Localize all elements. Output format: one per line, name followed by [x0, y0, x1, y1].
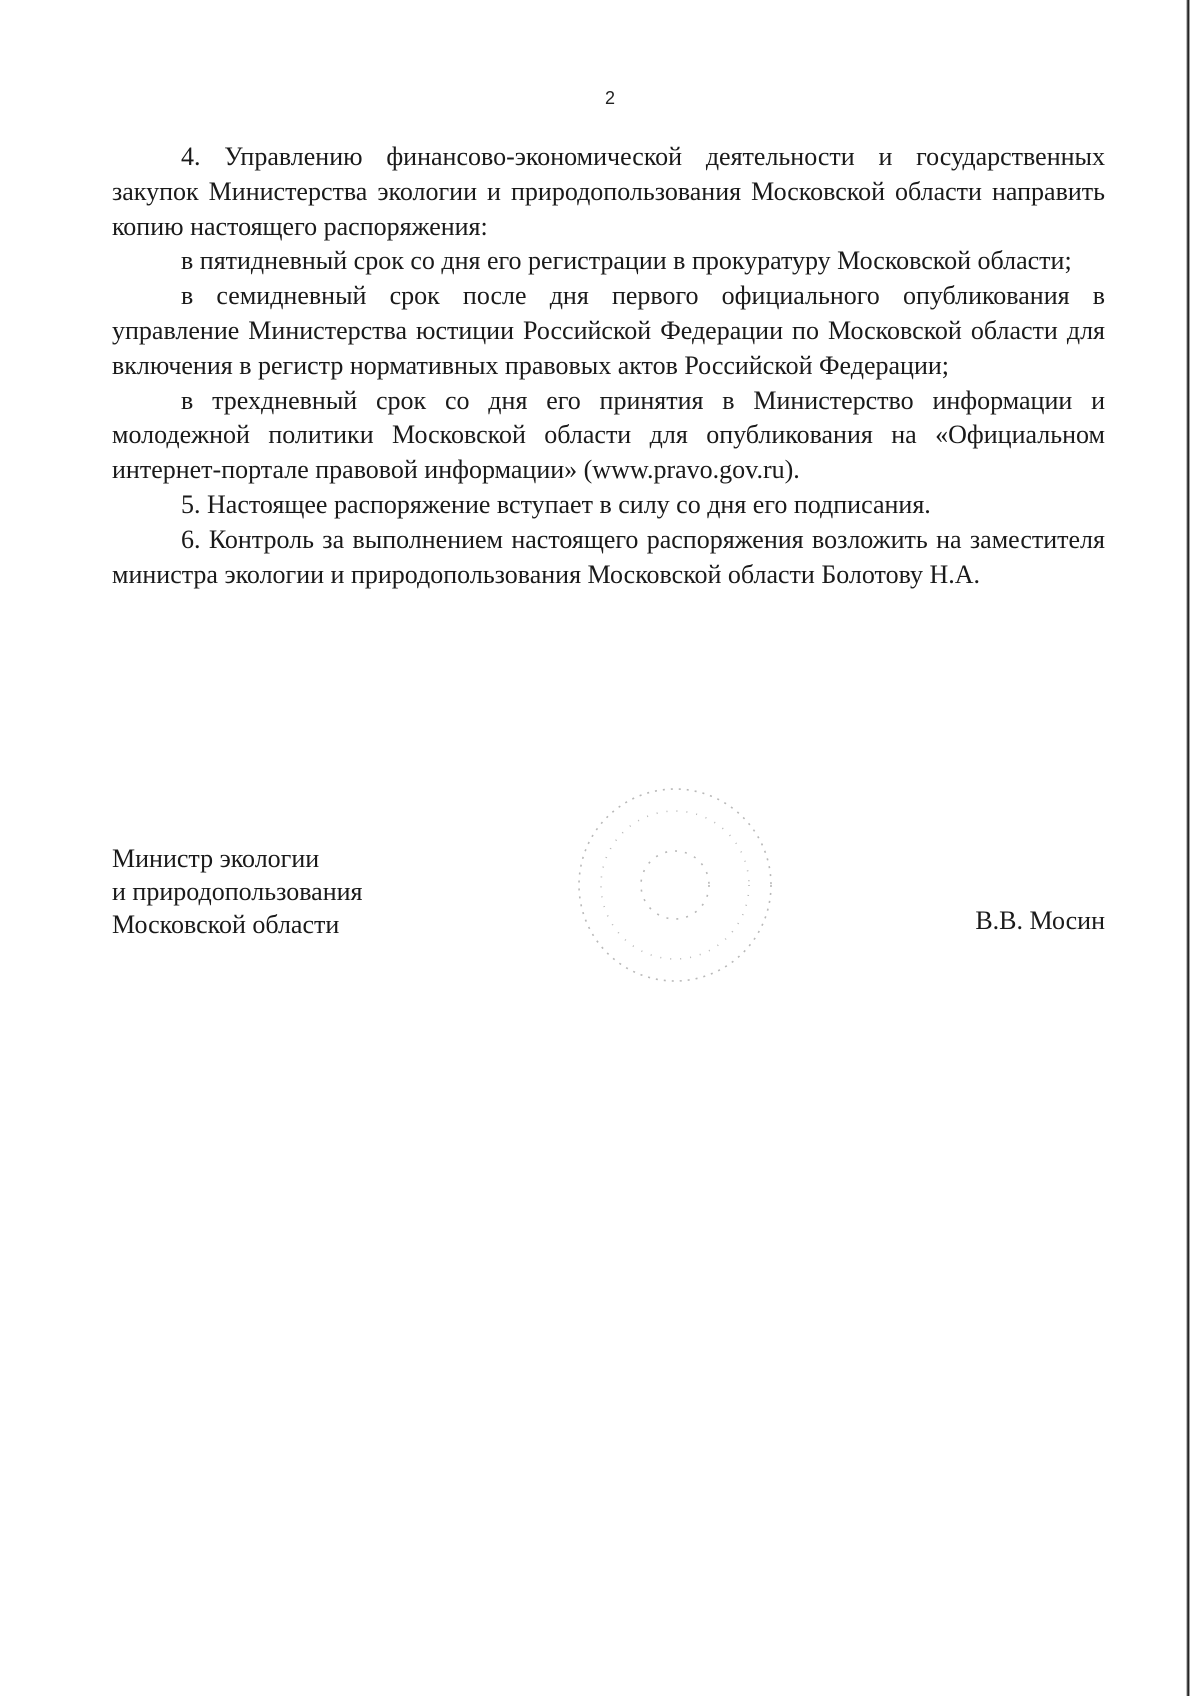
- paragraph-item-5: 5. Настоящее распоряжение вступает в силу со дня его подписания.: [181, 489, 931, 519]
- paragraph-prosecutor: в пятидневный срок со дня его регистрации в прокуратуру Московской области;: [181, 246, 1072, 276]
- paragraph-item-6: 6. Контроль за выполнением настоящего распоряжения возложить на заместителя министра экологии и природопользования Московской области Болотову Н.А.: [112, 524, 1105, 589]
- signatory-title-line: Московской области: [112, 910, 340, 939]
- page-number: 2: [604, 88, 615, 108]
- signature-block: [112, 842, 1105, 941]
- order-body: [112, 140, 1105, 592]
- signatory-name: В.В. Мосин: [975, 906, 1105, 935]
- paragraph-justice: в семидневный срок после дня первого официального опубликования в управление Министерства юстиции Российской Федерации по Московской области для включения в регистр нормативных правовых актов Российской Федерации;: [112, 281, 1105, 380]
- signatory-title-line: Министр экологии: [112, 844, 320, 873]
- paragraph-item-4: 4. Управлению финансово-экономической деятельности и государственных закупок Министерства экологии и природопользования Московской области направить копию настоящего распоряжения:: [112, 142, 1105, 241]
- signatory-title: [112, 842, 1105, 941]
- signatory-title-line: и природопользования: [112, 877, 363, 906]
- scan-edge: [1186, 0, 1190, 1696]
- paragraph-publication: в трехдневный срок со дня его принятия в Министерство информации и молодежной политики Московской области для опубликования на «Официальном интернет-портале правовой информации» (www.pravo.gov.ru).: [112, 385, 1105, 485]
